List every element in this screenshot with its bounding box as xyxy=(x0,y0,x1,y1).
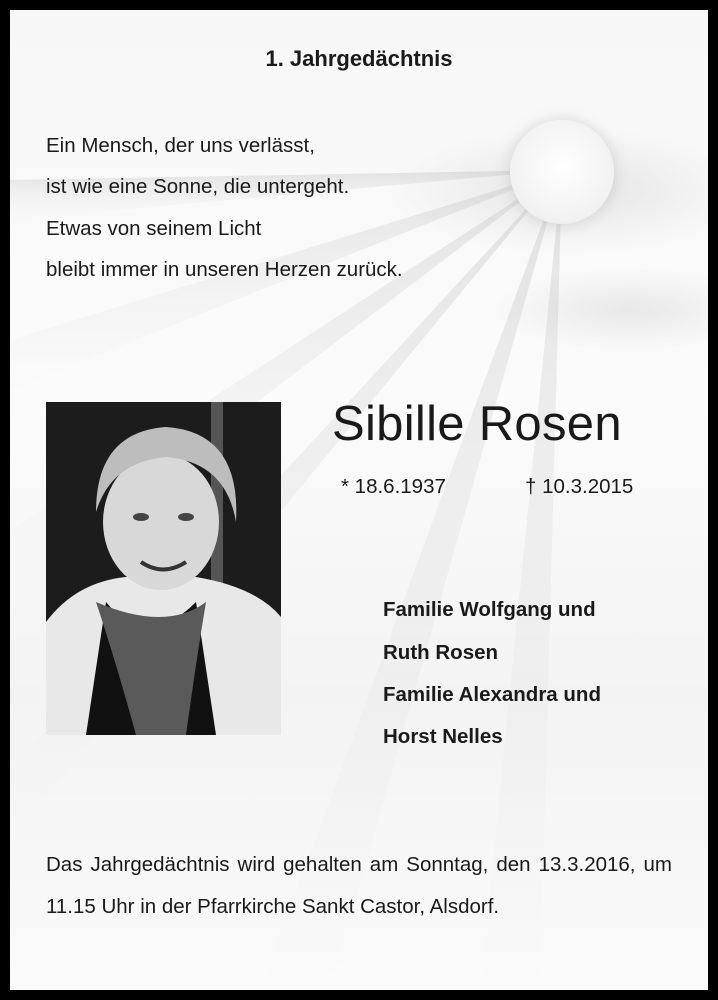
portrait-photo xyxy=(46,402,281,735)
poem-line: bleibt immer in unseren Herzen zurück. xyxy=(46,258,403,281)
family-line: Familie Wolfgang und xyxy=(383,598,596,621)
notice-title: 1. Jahrgedächtnis xyxy=(265,46,453,71)
poem-line: ist wie eine Sonne, die untergeht. xyxy=(46,175,350,198)
family-line: Ruth Rosen xyxy=(383,641,499,664)
birth-date: * 18.6.1937 xyxy=(341,475,446,498)
family-line: Horst Nelles xyxy=(383,725,503,748)
announcement-text: Das Jahrgedächtnis wird gehalten am Sonntag, den 13.3.2016, um 11.15 Uhr in der Pfarrkirche Sankt Castor, Alsdorf. xyxy=(46,853,672,918)
sun-illustration xyxy=(510,120,614,224)
family-line: Familie Alexandra und xyxy=(383,683,601,706)
death-date: † 10.3.2015 xyxy=(525,475,634,498)
poem-line: Etwas von seinem Licht xyxy=(46,217,262,240)
deceased-name: Sibille Rosen xyxy=(332,397,622,451)
memorial-notice xyxy=(10,10,708,990)
poem-line: Ein Mensch, der uns verlässt, xyxy=(46,134,315,157)
